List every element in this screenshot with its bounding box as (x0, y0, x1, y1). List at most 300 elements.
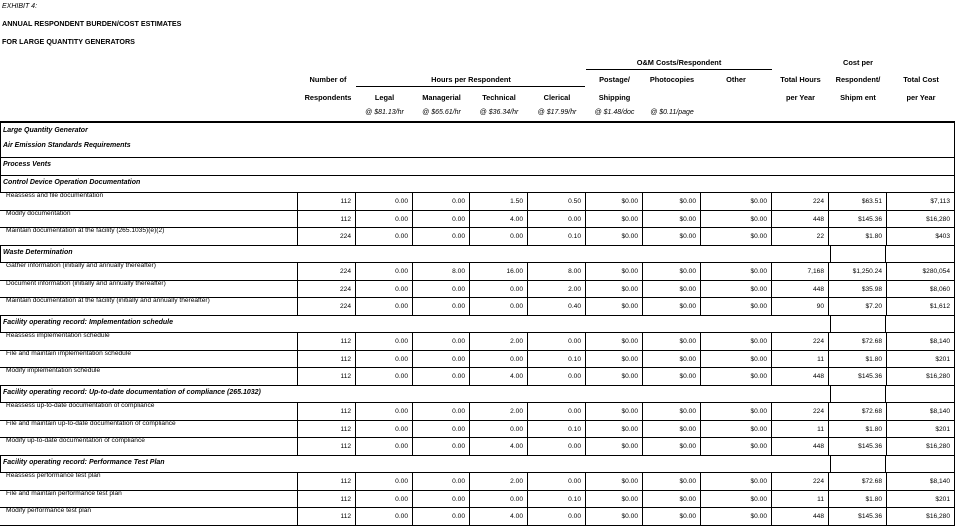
cell-desc (0, 507, 298, 526)
cell-photocopies (642, 472, 701, 491)
cell-text: 0.10 (568, 495, 581, 503)
cell-text: 0.00 (452, 233, 465, 240)
cell-clerical (527, 227, 586, 246)
cell-respondents (297, 507, 356, 526)
cell-text: $0.00 (750, 373, 767, 380)
cell-text: $16,280 (926, 443, 950, 450)
cell-photocopies (642, 350, 701, 369)
cell-text: 4.00 (510, 215, 523, 223)
cost-per-spacer (830, 315, 886, 334)
cell-total-cost (886, 437, 955, 456)
cell-text: 0.00 (510, 495, 523, 503)
cell-text: $0.00 (679, 513, 696, 520)
section-large-quantity-generator (0, 123, 955, 158)
table-row (0, 508, 955, 526)
cell-text: 0.00 (395, 355, 408, 363)
cell-text: $145.36 (858, 373, 882, 380)
cell-text: $1.80 (865, 355, 882, 363)
cell-text: 224 (339, 303, 351, 310)
cell-other (700, 297, 772, 316)
cell-text: $0.00 (750, 268, 767, 275)
cell-other (700, 227, 772, 246)
cell-clerical (527, 192, 586, 211)
cell-postage (585, 332, 643, 351)
cell-postage (585, 280, 643, 299)
cell-postage (585, 507, 643, 526)
cell-text: 0.00 (452, 495, 465, 503)
cell-technical (469, 262, 528, 281)
cell-text: 0.00 (395, 233, 408, 240)
cell-text: 0.00 (452, 443, 465, 450)
page-subtitle: FOR LARGE QUANTITY GENERATORS (2, 37, 135, 46)
cell-text: 0.00 (452, 285, 465, 293)
cell-text: 112 (340, 425, 351, 433)
cell-text: $16,280 (926, 513, 950, 520)
cell-text: 448 (812, 443, 824, 450)
section-title-air-emission: Air Emission Standards Requirements (3, 142, 131, 149)
cell-text: 0.00 (395, 198, 408, 205)
cell-text: $0.00 (621, 215, 638, 223)
header-shipment: Shipm ent (840, 93, 876, 102)
cell-text: 0.00 (452, 355, 465, 363)
cell-other (700, 402, 772, 421)
cell-text: $0.00 (750, 285, 767, 293)
cell-text: $0.00 (679, 303, 696, 310)
cell-text: $0.00 (750, 425, 767, 433)
cell-desc (0, 472, 298, 491)
cell-photocopies (642, 490, 701, 509)
cell-clerical (527, 472, 586, 491)
group-label: Waste Determination (3, 248, 73, 256)
cell-text: $0.00 (621, 408, 638, 415)
cell-postage (585, 297, 643, 316)
cell-text: 0.00 (395, 373, 408, 380)
cell-text: 4.00 (510, 373, 523, 380)
cell-photocopies (642, 420, 701, 439)
cell-technical (469, 367, 528, 386)
cell-text: 4.00 (510, 443, 523, 450)
cell-text: $0.00 (750, 495, 767, 503)
cell-respondents (297, 350, 356, 369)
cell-managerial (412, 437, 470, 456)
cell-text: $0.00 (679, 338, 696, 345)
cell-text: $7,113 (930, 198, 950, 205)
cell-text: 0.00 (568, 215, 581, 223)
group-label: Process Vents (3, 161, 51, 168)
cell-text: 2.00 (510, 408, 523, 415)
cell-other (700, 350, 772, 369)
group-label: Facility operating record: Implementation schedule (3, 318, 173, 326)
cell-postage (585, 420, 643, 439)
cell-cost-per (828, 280, 887, 299)
cell-clerical (527, 437, 586, 456)
cell-managerial (412, 402, 470, 421)
cell-text: 0.00 (568, 373, 581, 380)
cell-photocopies (642, 262, 701, 281)
cell-text: 0.00 (452, 215, 465, 223)
cell-text: $0.00 (679, 495, 696, 503)
cell-respondents (297, 262, 356, 281)
cell-total-hours (771, 367, 829, 386)
cell-text: Maintain documentation at the facility (initially and annually thereafter) (6, 297, 210, 304)
cell-text: $0.00 (621, 373, 638, 380)
cell-text: 0.00 (395, 303, 408, 310)
cell-text: $0.00 (621, 425, 638, 433)
cell-text: 112 (340, 495, 351, 503)
cell-desc (0, 420, 298, 439)
cell-clerical (527, 420, 586, 439)
cell-managerial (412, 332, 470, 351)
cell-text: 2.00 (568, 285, 581, 293)
cell-respondents (297, 367, 356, 386)
rate-clerical: @ $17.99/hr (537, 109, 577, 116)
cell-managerial (412, 507, 470, 526)
group-label: Facility operating record: Performance Test Plan (3, 458, 165, 466)
cell-clerical (527, 297, 586, 316)
cell-photocopies (642, 297, 701, 316)
cell-desc (0, 350, 298, 369)
cell-photocopies (642, 227, 701, 246)
table-row (0, 281, 955, 299)
cell-text: $0.00 (679, 478, 696, 485)
cell-cost-per (828, 420, 887, 439)
cell-postage (585, 262, 643, 281)
cell-text: $72.68 (861, 478, 882, 485)
cell-desc (0, 297, 298, 316)
cell-text: Modify implementation schedule (6, 367, 101, 374)
header-number-of: Number of (309, 75, 347, 84)
cell-text: $145.36 (858, 443, 882, 450)
cell-total-cost (886, 490, 955, 509)
cell-text: 0.00 (395, 443, 408, 450)
cell-managerial (412, 210, 470, 229)
cell-total-hours (771, 420, 829, 439)
cell-other (700, 280, 772, 299)
cell-text: 448 (812, 373, 824, 380)
cell-text: $0.00 (750, 215, 767, 223)
cell-text: $0.00 (621, 443, 638, 450)
cell-text: 112 (340, 215, 351, 223)
cell-text: 0.00 (395, 338, 408, 345)
cell-text: 112 (340, 513, 351, 520)
cell-clerical (527, 332, 586, 351)
cell-text: $1,612 (929, 303, 950, 310)
cell-desc (0, 367, 298, 386)
cell-total-hours (771, 210, 829, 229)
cell-desc (0, 280, 298, 299)
group-header (0, 456, 955, 474)
cell-text: 112 (340, 198, 351, 205)
cell-postage (585, 402, 643, 421)
cell-photocopies (642, 332, 701, 351)
header-cost-per: Cost per (843, 58, 873, 67)
exhibit-label: EXHIBIT 4: (2, 3, 38, 10)
cell-text: 112 (340, 478, 351, 485)
cell-managerial (412, 490, 470, 509)
cell-legal (355, 227, 413, 246)
cell-legal (355, 420, 413, 439)
cell-clerical (527, 367, 586, 386)
cell-text: 112 (340, 443, 351, 450)
cell-text: Modify documentation (6, 209, 71, 217)
cell-managerial (412, 420, 470, 439)
cell-technical (469, 210, 528, 229)
header-per-year-hours: per Year (785, 93, 816, 102)
cell-total-cost (886, 210, 955, 229)
cell-photocopies (642, 210, 701, 229)
cell-text: $0.00 (679, 233, 696, 240)
cell-text: $201 (935, 355, 950, 363)
cell-text: 224 (339, 268, 351, 275)
cell-text: 0.50 (568, 198, 581, 205)
table-row (0, 333, 955, 351)
cell-text: 0.00 (452, 373, 465, 380)
cell-desc (0, 437, 298, 456)
cell-text: File and maintain up-to-date documentation of compliance (6, 419, 176, 427)
cell-postage (585, 472, 643, 491)
cell-legal (355, 192, 413, 211)
cell-text: $145.36 (858, 215, 882, 223)
cell-postage (585, 192, 643, 211)
cell-text: 8.00 (568, 268, 581, 275)
cell-desc (0, 210, 298, 229)
cell-cost-per (828, 192, 887, 211)
cell-text: 2.00 (510, 478, 523, 485)
cell-respondents (297, 280, 356, 299)
cell-total-cost (886, 350, 955, 369)
cell-total-hours (771, 402, 829, 421)
table-row (0, 403, 955, 421)
cell-total-cost (886, 332, 955, 351)
cell-text: Reassess implementation schedule (6, 332, 110, 339)
cell-text: 448 (812, 215, 824, 223)
cell-text: 224 (812, 338, 824, 345)
cell-text: $7.20 (865, 303, 882, 310)
cell-total-hours (771, 332, 829, 351)
cell-respondents (297, 402, 356, 421)
cell-text: 0.00 (452, 408, 465, 415)
cell-total-cost (886, 262, 955, 281)
cell-text: 0.00 (395, 408, 408, 415)
cell-text: Document information (initially and annually thereafter) (6, 279, 166, 287)
cell-clerical (527, 507, 586, 526)
cell-text: $0.00 (679, 373, 696, 380)
cell-desc (0, 262, 298, 281)
cell-text: Reassess performance test plan (6, 472, 101, 479)
cell-text: Modify up-to-date documentation of compliance (6, 437, 145, 444)
cell-text: 0.10 (568, 425, 581, 433)
cell-text: 0.10 (568, 233, 581, 240)
cell-photocopies (642, 507, 701, 526)
cell-legal (355, 402, 413, 421)
cell-text: $35.98 (861, 285, 882, 293)
cell-text: $0.00 (679, 425, 696, 433)
cell-respondents (297, 472, 356, 491)
cell-text: $0.00 (750, 355, 767, 363)
cell-other (700, 367, 772, 386)
rate-photocopies: @ $0.11/page (650, 109, 694, 116)
cell-desc (0, 192, 298, 211)
cell-total-cost (886, 227, 955, 246)
cell-text: 448 (812, 513, 824, 520)
cell-clerical (527, 280, 586, 299)
cell-legal (355, 437, 413, 456)
cell-other (700, 192, 772, 211)
table-row (0, 421, 955, 439)
cell-text: 0.00 (452, 338, 465, 345)
header-hours-per-respondent: Hours per Respondent (431, 75, 511, 84)
cell-technical (469, 350, 528, 369)
cell-text: $0.00 (750, 513, 767, 520)
cell-other (700, 210, 772, 229)
group-header (0, 246, 955, 264)
cell-text: 8.00 (452, 268, 465, 275)
cell-text: $0.00 (621, 233, 638, 240)
cell-other (700, 490, 772, 509)
cell-text: 2.00 (510, 338, 523, 345)
cell-legal (355, 350, 413, 369)
table-row (0, 193, 955, 211)
cell-managerial (412, 262, 470, 281)
cell-other (700, 332, 772, 351)
cell-text: File and maintain implementation schedule (6, 349, 131, 357)
table-row (0, 491, 955, 509)
cell-text: 0.00 (395, 425, 408, 433)
cell-text: $8,140 (929, 408, 950, 415)
cell-photocopies (642, 402, 701, 421)
cell-text: 0.00 (510, 425, 523, 433)
cell-text: $1.80 (865, 425, 882, 433)
cell-text: $0.00 (621, 268, 638, 275)
cell-text: 0.00 (510, 285, 523, 293)
cell-clerical (527, 262, 586, 281)
cell-text: $0.00 (621, 513, 638, 520)
cell-text: $0.00 (621, 478, 638, 485)
cell-text: 0.00 (395, 215, 408, 223)
table-row (0, 368, 955, 386)
cell-other (700, 262, 772, 281)
group-label: Facility operating record: Up-to-date documentation of compliance (265.1032) (3, 388, 261, 396)
cell-respondents (297, 490, 356, 509)
header-total-hours: Total Hours (780, 75, 821, 84)
cell-technical (469, 192, 528, 211)
cell-cost-per (828, 332, 887, 351)
cell-text: $201 (935, 425, 950, 433)
cell-photocopies (642, 367, 701, 386)
cell-text: $0.00 (621, 495, 638, 503)
cell-technical (469, 402, 528, 421)
cell-text: 11 (817, 355, 824, 363)
burden-table (0, 121, 955, 526)
rate-technical: @ $36.34/hr (479, 109, 519, 116)
cell-text: 224 (339, 233, 351, 240)
cell-legal (355, 262, 413, 281)
cell-cost-per (828, 210, 887, 229)
cell-text: $0.00 (679, 285, 696, 293)
cell-technical (469, 507, 528, 526)
cell-text: 22 (816, 233, 824, 240)
cell-total-hours (771, 262, 829, 281)
cell-respondents (297, 332, 356, 351)
cell-text: 0.00 (568, 338, 581, 345)
cell-technical (469, 280, 528, 299)
cell-text: $0.00 (679, 408, 696, 415)
cell-total-cost (886, 402, 955, 421)
cell-total-hours (771, 297, 829, 316)
cell-text: $280,054 (922, 268, 950, 275)
header-respondent-slash: Respondent/ (835, 75, 881, 84)
header-per-year-cost: per Year (906, 93, 936, 102)
cell-total-hours (771, 227, 829, 246)
header-hours-underline (356, 86, 585, 87)
header-managerial: Managerial (422, 93, 461, 102)
cell-postage (585, 367, 643, 386)
cell-managerial (412, 297, 470, 316)
cell-text: 11 (817, 425, 824, 433)
cell-text: $8,140 (929, 338, 950, 345)
header-technical: Technical (482, 93, 516, 102)
cell-text: $1,250.24 (852, 268, 882, 275)
cell-technical (469, 472, 528, 491)
cell-text: $201 (935, 495, 950, 503)
cell-text: File and maintain performance test plan (6, 489, 122, 497)
cell-total-hours (771, 490, 829, 509)
cell-clerical (527, 210, 586, 229)
cell-text: 7,168 (807, 268, 824, 275)
cell-text: 0.00 (510, 303, 523, 310)
group-header (0, 176, 955, 194)
cell-desc (0, 332, 298, 351)
rate-postage: @ $1.48/doc (594, 109, 635, 116)
cell-total-cost (886, 367, 955, 386)
header-clerical: Clerical (543, 93, 571, 102)
cell-text: $145.36 (858, 513, 882, 520)
header-postage: Postage/ (599, 75, 630, 84)
cost-per-spacer (830, 245, 886, 264)
page-title: ANNUAL RESPONDENT BURDEN/COST ESTIMATES (2, 19, 182, 28)
cell-legal (355, 297, 413, 316)
cell-text: 0.00 (568, 513, 581, 520)
cell-legal (355, 332, 413, 351)
group-header (0, 158, 955, 176)
cell-total-cost (886, 297, 955, 316)
cell-technical (469, 297, 528, 316)
cell-cost-per (828, 262, 887, 281)
cell-text: 224 (339, 285, 351, 293)
cell-text: 16.00 (506, 268, 523, 275)
cell-text: $0.00 (621, 338, 638, 345)
cell-postage (585, 490, 643, 509)
header-om-costs: O&M Costs/Respondent (636, 58, 722, 67)
cell-managerial (412, 367, 470, 386)
cell-respondents (297, 437, 356, 456)
cell-text: 0.00 (568, 443, 581, 450)
cell-text: $8,060 (929, 285, 950, 293)
cell-photocopies (642, 280, 701, 299)
group-label: Control Device Operation Documentation (3, 178, 141, 186)
cell-respondents (297, 297, 356, 316)
cell-technical (469, 437, 528, 456)
cell-text: 0.00 (568, 408, 581, 415)
cell-text: $1.80 (865, 495, 882, 503)
cell-technical (469, 420, 528, 439)
cell-text: 0.00 (452, 478, 465, 485)
cell-other (700, 472, 772, 491)
cell-text: $0.00 (679, 355, 696, 363)
cell-text: $16,280 (926, 215, 950, 223)
cell-legal (355, 472, 413, 491)
cell-text: 0.00 (452, 513, 465, 520)
